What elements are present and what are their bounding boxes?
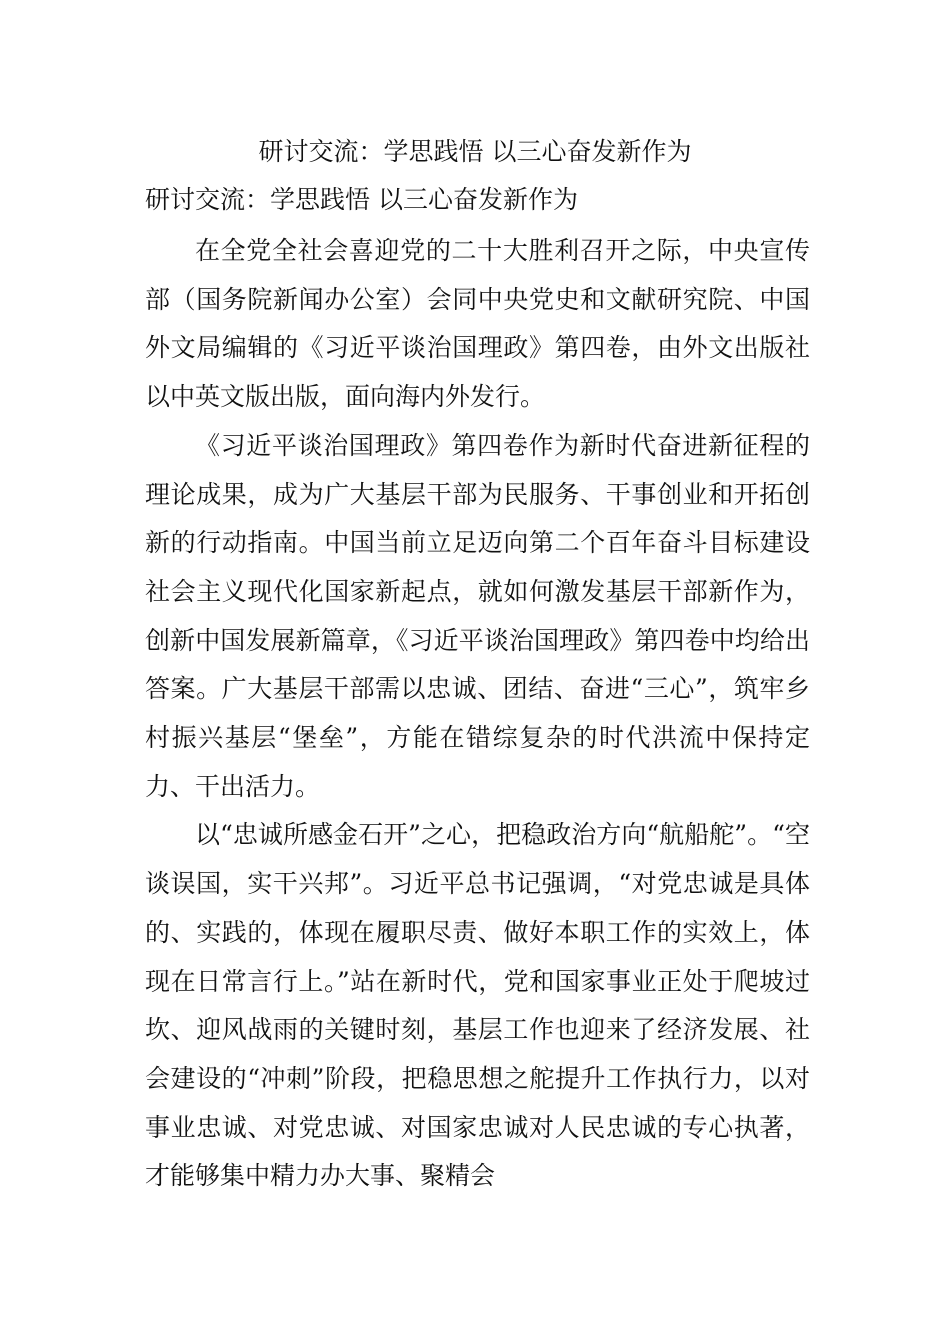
paragraph: 《习近平谈治国理政》第四卷作为新时代奋进新征程的理论成果，成为广大基层干部为民服务、干事创业和开拓创新的行动指南。中国当前立足迈向第二个百年奋斗目标建设社会主义现代化国家新起点，就如何激发基层干部新作为，创新中国发展新篇章，《习近平谈治国理政》第四卷中均给出答案。广大基层干部需以忠诚、团结、奋进“三心”，筑牢乡村振兴基层“堡垒”，方能在错综复杂的时代洪流中保持定力、干出活力。	[145, 430, 810, 801]
document-body	[145, 227, 810, 1201]
paragraph: 在全党全社会喜迎党的二十大胜利召开之际，中央宣传部（国务院新闻办公室）会同中央党史和文献研究院、中国外文局编辑的《习近平谈治国理政》第四卷，由外文出版社以中英文版出版，面向海内外发行。	[145, 236, 810, 412]
document-subtitle: 研讨交流：学思践悟 以三心奋发新作为	[145, 185, 578, 214]
document-title: 研讨交流：学思践悟 以三心奋发新作为	[258, 137, 692, 166]
paragraph: 以“忠诚所感金石开”之心，把稳政治方向“航船舵”。“空谈误国，实干兴邦”。习近平总书记强调，“对党忠诚是具体的、实践的，体现在履职尽责、做好本职工作的实效上，体现在日常言行上。”站在新时代，党和国家事业正处于爬坡过坎、迎风战雨的关键时刻，基层工作也迎来了经济发展、社会建设的“冲刺”阶段，把稳思想之舵提升工作执行力，以对事业忠诚、对党忠诚、对国家忠诚对人民忠诚的专心执著，才能够集中精力办大事、聚精会	[145, 820, 810, 1191]
